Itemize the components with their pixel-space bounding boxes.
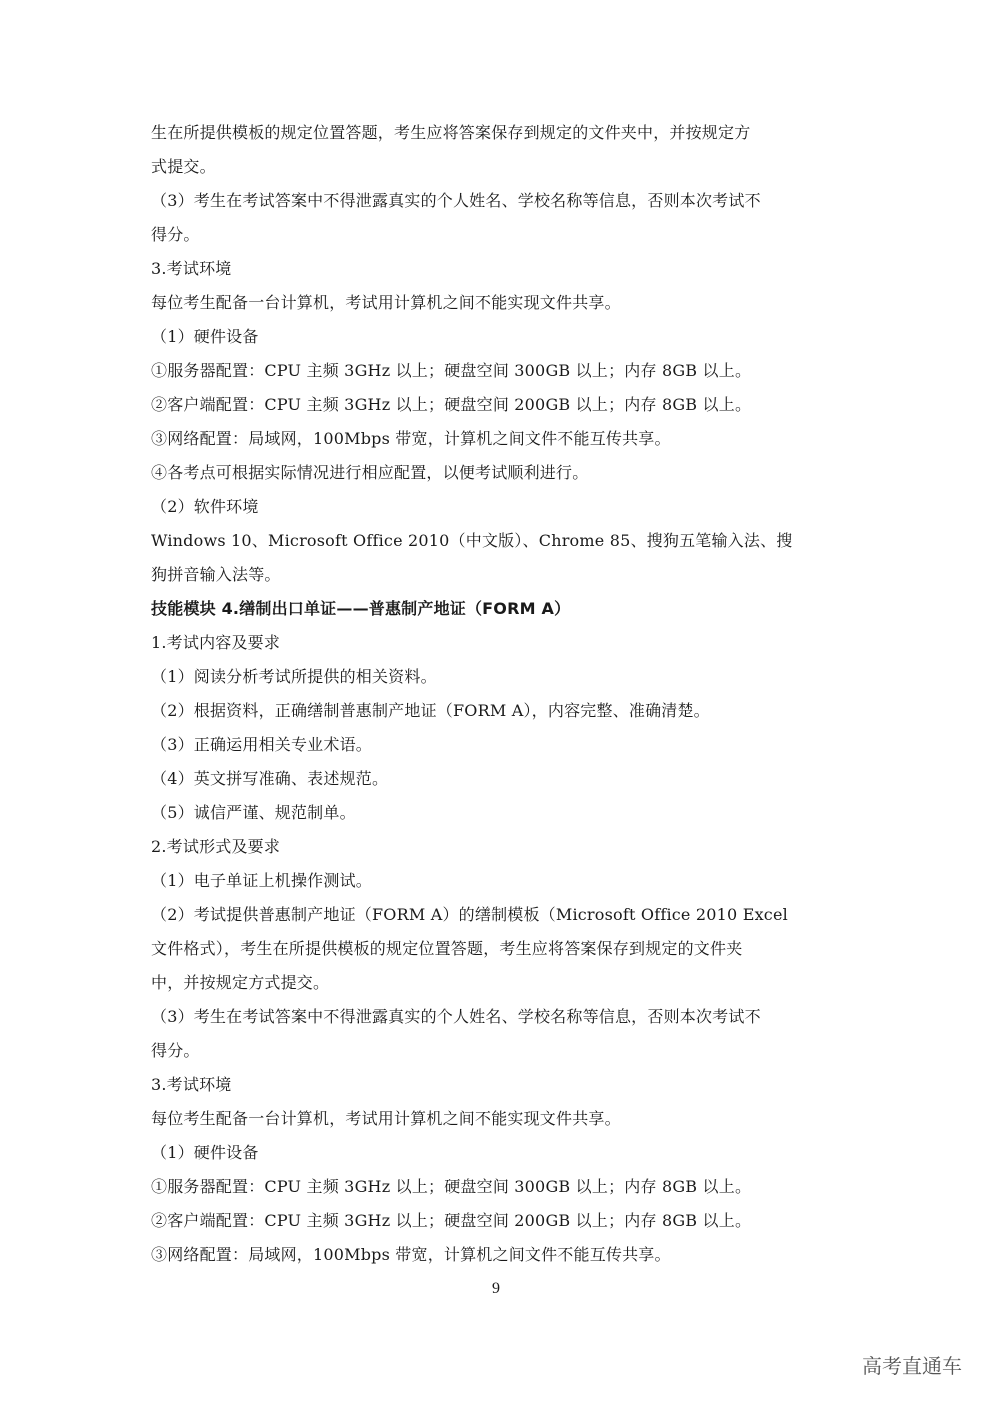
text-line: （5）诚信严谨、规范制单。 xyxy=(151,803,356,822)
text-line: ④各考点可根据实际情况进行相应配置，以便考试顺利进行。 xyxy=(151,463,589,482)
text-line: ①服务器配置：CPU 主频 3GHz 以上；硬盘空间 300GB 以上；内存 8GB 以上。 xyxy=(151,361,752,380)
text-line: （3）考生在考试答案中不得泄露真实的个人姓名、学校名称等信息，否则本次考试不 xyxy=(151,191,761,210)
text-line: （2）根据资料，正确缮制普惠制产地证（FORM A），内容完整、准确清楚。 xyxy=(151,701,710,720)
text-line: ②客户端配置：CPU 主频 3GHz 以上；硬盘空间 200GB 以上；内存 8GB 以上。 xyxy=(151,1211,752,1230)
section-heading: 2.考试形式及要求 xyxy=(151,837,281,856)
text-line: ①服务器配置：CPU 主频 3GHz 以上；硬盘空间 300GB 以上；内存 8GB 以上。 xyxy=(151,1177,752,1196)
text-line: 得分。 xyxy=(151,1041,200,1060)
section-heading: 3.考试环境 xyxy=(151,1075,232,1094)
text-line: （1）电子单证上机操作测试。 xyxy=(151,871,372,890)
text-line: （3）正确运用相关专业术语。 xyxy=(151,735,372,754)
module-heading: 技能模块 4.缮制出口单证——普惠制产地证（FORM A） xyxy=(151,599,571,618)
text-line: 中，并按规定方式提交。 xyxy=(151,973,330,992)
page-number: 9 xyxy=(492,1280,500,1297)
text-line: 文件格式），考生在所提供模板的规定位置答题，考生应将答案保存到规定的文件夹 xyxy=(151,939,743,958)
text-line: （2）考试提供普惠制产地证（FORM A）的缮制模板（Microsoft Office 2010 Excel xyxy=(151,905,788,924)
subsection-heading: （1）硬件设备 xyxy=(151,327,259,346)
text-line: （3）考生在考试答案中不得泄露真实的个人姓名、学校名称等信息，否则本次考试不 xyxy=(151,1007,761,1026)
text-line: 式提交。 xyxy=(151,157,216,176)
text-line: Windows 10、Microsoft Office 2010（中文版）、Chrome 85、搜狗五笔输入法、搜 xyxy=(151,531,793,550)
text-line: 每位考生配备一台计算机，考试用计算机之间不能实现文件共享。 xyxy=(151,1109,621,1128)
subsection-heading: （2）软件环境 xyxy=(151,497,259,516)
text-line: 每位考生配备一台计算机，考试用计算机之间不能实现文件共享。 xyxy=(151,293,621,312)
text-line: ②客户端配置：CPU 主频 3GHz 以上；硬盘空间 200GB 以上；内存 8GB 以上。 xyxy=(151,395,752,414)
text-line: 狗拼音输入法等。 xyxy=(151,565,281,584)
text-line: （4）英文拼写准确、表述规范。 xyxy=(151,769,389,788)
section-heading: 1.考试内容及要求 xyxy=(151,633,281,652)
section-heading: 3.考试环境 xyxy=(151,259,232,278)
text-line: ③网络配置：局域网，100Mbps 带宽，计算机之间文件不能互传共享。 xyxy=(151,1245,671,1264)
text-line: 得分。 xyxy=(151,225,200,244)
watermark-text: 高考直通车 xyxy=(862,1354,962,1378)
text-line: ③网络配置：局域网，100Mbps 带宽，计算机之间文件不能互传共享。 xyxy=(151,429,671,448)
document-body xyxy=(151,116,851,1272)
subsection-heading: （1）硬件设备 xyxy=(151,1143,259,1162)
text-line: 生在所提供模板的规定位置答题，考生应将答案保存到规定的文件夹中，并按规定方 xyxy=(151,123,751,142)
text-line: （1）阅读分析考试所提供的相关资料。 xyxy=(151,667,437,686)
